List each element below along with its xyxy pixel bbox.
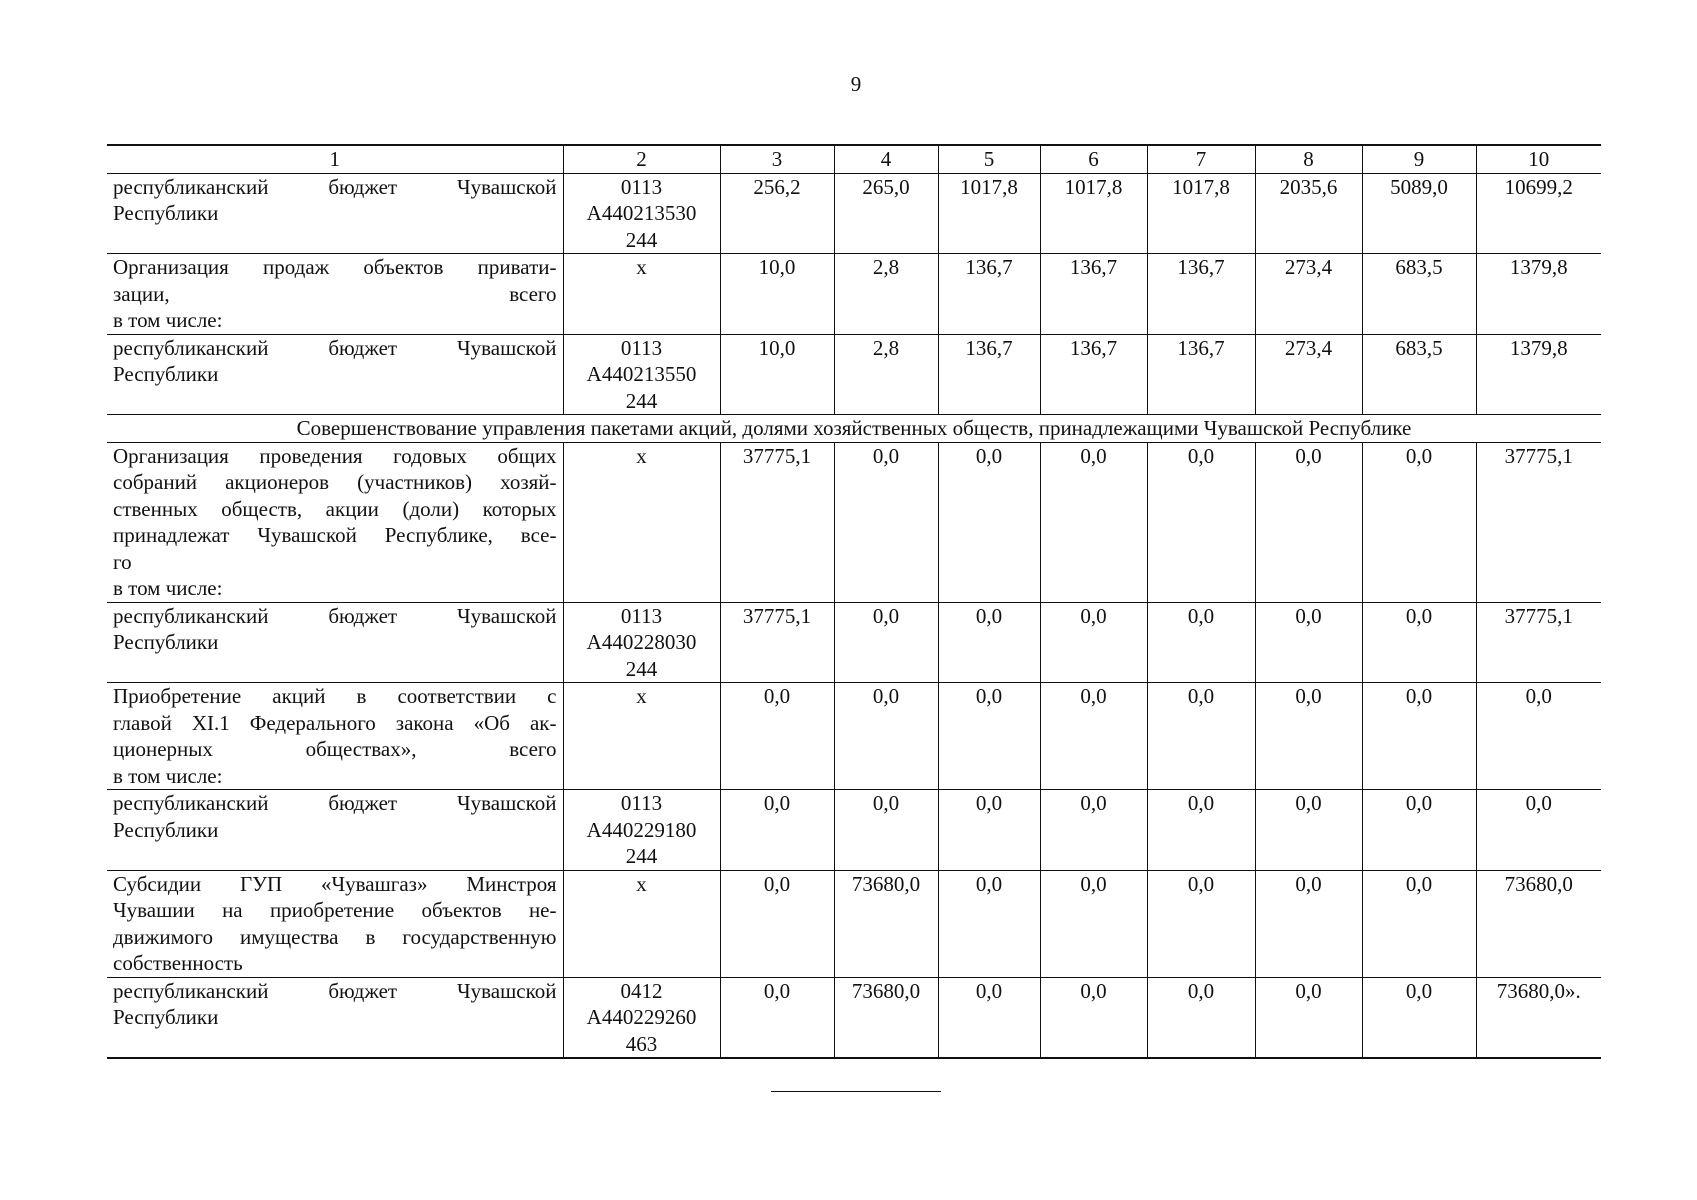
value-cell: 0,0 xyxy=(1147,683,1255,790)
value-cell: 0,0 xyxy=(1040,602,1147,683)
value-cell: 0,0 xyxy=(1362,977,1476,1058)
table-row xyxy=(107,254,1601,335)
table-row xyxy=(107,173,1601,254)
value-cell: 0,0 xyxy=(1255,442,1362,602)
row-label xyxy=(107,683,563,790)
row-label-line: республиканский бюджет Чувашской xyxy=(113,978,557,1003)
value-cell: 10699,2 xyxy=(1476,173,1601,254)
budget-code-line: 244 xyxy=(625,844,658,868)
row-label-line: Приобретение акций в соответствии с xyxy=(113,684,557,708)
budget-code-line: А440229260 xyxy=(586,1005,697,1029)
table-row xyxy=(107,790,1601,871)
value-cell: 37775,1 xyxy=(1476,442,1601,602)
row-label-line: Организация проведения годовых общих xyxy=(113,443,557,468)
value-cell: 0,0 xyxy=(1362,790,1476,871)
value-cell: 0,0 xyxy=(720,977,834,1058)
row-label-line: в том числе: xyxy=(113,576,223,600)
budget-code xyxy=(563,602,720,683)
budget-code-line: x xyxy=(636,443,647,468)
row-label-line: Республики xyxy=(113,362,219,386)
value-cell: 0,0 xyxy=(1147,442,1255,602)
budget-code-line: 0113 xyxy=(620,174,663,199)
value-cell: 136,7 xyxy=(1040,254,1147,335)
budget-code xyxy=(563,870,720,977)
budget-code xyxy=(563,173,720,254)
value-cell: 0,0 xyxy=(1476,790,1601,871)
value-cell: 73680,0 xyxy=(1476,870,1601,977)
budget-code-line: 0113 xyxy=(620,335,663,360)
row-label-line: го xyxy=(113,549,132,574)
page-number: 9 xyxy=(850,72,862,96)
value-cell: 0,0 xyxy=(1040,870,1147,977)
table-row xyxy=(107,870,1601,977)
value-cell: 0,0 xyxy=(938,602,1040,683)
row-label-line: движимого имущества в государственную xyxy=(113,924,557,949)
budget-code-line: 0113 xyxy=(620,603,663,628)
value-cell: 273,4 xyxy=(1255,254,1362,335)
budget-code-line: А440228030 xyxy=(586,630,697,654)
value-cell: 0,0 xyxy=(1362,870,1476,977)
row-label-line: главой XI.1 Федерального закона «Об ак- xyxy=(113,710,557,735)
budget-code xyxy=(563,683,720,790)
value-cell: 73680,0 xyxy=(834,870,938,977)
budget-code-line: А440213530 xyxy=(586,201,697,225)
value-cell: 73680,0 xyxy=(834,977,938,1058)
column-header: 2 xyxy=(563,145,720,173)
row-label-line: принадлежат Чувашской Республике, все- xyxy=(113,523,557,547)
row-label xyxy=(107,254,563,335)
row-label xyxy=(107,334,563,415)
value-cell: 683,5 xyxy=(1362,254,1476,335)
row-label xyxy=(107,790,563,871)
budget-code xyxy=(563,254,720,335)
value-cell: 265,0 xyxy=(834,173,938,254)
column-header: 1 xyxy=(107,145,563,173)
value-cell: 0,0 xyxy=(834,442,938,602)
value-cell: 0,0 xyxy=(834,790,938,871)
column-number-row xyxy=(107,145,1601,173)
table-row xyxy=(107,334,1601,415)
column-header: 8 xyxy=(1255,145,1362,173)
value-cell: 2035,6 xyxy=(1255,173,1362,254)
row-label-line: республиканский бюджет Чувашской xyxy=(113,791,557,815)
budget-code-line: 244 xyxy=(625,227,658,252)
row-label-line: республиканский бюджет Чувашской xyxy=(113,603,557,628)
row-label-line: зации, всего xyxy=(113,281,557,306)
row-label-line: республиканский бюджет Чувашской xyxy=(113,174,557,199)
value-cell: 5089,0 xyxy=(1362,173,1476,254)
budget-code-line: x xyxy=(636,684,647,708)
row-label xyxy=(107,977,563,1058)
value-cell: 0,0 xyxy=(1147,790,1255,871)
value-cell: 0,0 xyxy=(834,683,938,790)
value-cell: 2,8 xyxy=(834,334,938,415)
row-label-line: республиканский бюджет Чувашской xyxy=(113,335,557,360)
value-cell: 1017,8 xyxy=(938,173,1040,254)
value-cell: 0,0 xyxy=(1255,977,1362,1058)
end-divider-line xyxy=(771,1091,941,1092)
budget-code xyxy=(563,790,720,871)
value-cell: 0,0 xyxy=(1255,790,1362,871)
value-cell: 136,7 xyxy=(938,254,1040,335)
column-header: 6 xyxy=(1040,145,1147,173)
value-cell: 683,5 xyxy=(1362,334,1476,415)
value-cell: 0,0 xyxy=(720,790,834,871)
row-label-line: Республики xyxy=(113,630,219,654)
value-cell: 0,0 xyxy=(834,602,938,683)
value-cell: 0,0 xyxy=(938,870,1040,977)
value-cell: 136,7 xyxy=(1040,334,1147,415)
column-header: 3 xyxy=(720,145,834,173)
row-label xyxy=(107,173,563,254)
budget-code-line: x xyxy=(636,871,647,896)
budget-code-line: 463 xyxy=(625,1031,658,1056)
value-cell: 10,0 xyxy=(720,334,834,415)
row-label-line: Субсидии ГУП «Чувашгаз» Минстроя xyxy=(113,871,557,896)
budget-code-line: 244 xyxy=(625,388,658,413)
column-header: 9 xyxy=(1362,145,1476,173)
value-cell: 0,0 xyxy=(1040,790,1147,871)
budget-code-line: 244 xyxy=(625,656,658,681)
budget-code-line: 0113 xyxy=(620,791,663,815)
value-cell: 2,8 xyxy=(834,254,938,335)
column-header: 10 xyxy=(1476,145,1601,173)
budget-code xyxy=(563,442,720,602)
section-title: Совершенствование управления пакетами акций, долями хозяйственных обществ, принадлежащими Чувашской Республике xyxy=(107,415,1601,443)
table-body xyxy=(107,145,1601,1058)
table-row xyxy=(107,683,1601,790)
row-label-line: Республики xyxy=(113,817,219,842)
value-cell: 0,0 xyxy=(1040,442,1147,602)
column-header: 4 xyxy=(834,145,938,173)
budget-code-line: А440213550 xyxy=(586,362,697,386)
value-cell: 1379,8 xyxy=(1476,254,1601,335)
value-cell: 0,0 xyxy=(1040,683,1147,790)
value-cell: 0,0 xyxy=(1476,683,1601,790)
value-cell: 0,0 xyxy=(938,790,1040,871)
row-label-line: Республики xyxy=(113,201,219,225)
row-label xyxy=(107,870,563,977)
value-cell: 0,0 xyxy=(1040,977,1147,1058)
column-header: 7 xyxy=(1147,145,1255,173)
section-row xyxy=(107,415,1601,443)
table-row xyxy=(107,442,1601,602)
value-cell: 0,0 xyxy=(1362,683,1476,790)
row-label-line: Республики xyxy=(113,1005,219,1029)
value-cell: 0,0 xyxy=(938,683,1040,790)
row-label xyxy=(107,442,563,602)
value-cell: 136,7 xyxy=(938,334,1040,415)
value-cell: 0,0 xyxy=(938,442,1040,602)
value-cell: 0,0 xyxy=(1255,602,1362,683)
value-cell: 0,0 xyxy=(1147,870,1255,977)
row-label-line: ственных обществ, акции (доли) которых xyxy=(113,496,557,521)
value-cell: 10,0 xyxy=(720,254,834,335)
value-cell: 0,0 xyxy=(720,870,834,977)
table-row xyxy=(107,602,1601,683)
row-label xyxy=(107,602,563,683)
value-cell: 1017,8 xyxy=(1040,173,1147,254)
value-cell: 0,0 xyxy=(1255,683,1362,790)
value-cell: 73680,0». xyxy=(1476,977,1601,1058)
row-label-line: Чувашии на приобретение объектов не- xyxy=(113,898,557,922)
value-cell: 0,0 xyxy=(1147,602,1255,683)
value-cell: 273,4 xyxy=(1255,334,1362,415)
budget-code-line: А440229180 xyxy=(586,817,697,842)
value-cell: 0,0 xyxy=(938,977,1040,1058)
value-cell: 37775,1 xyxy=(720,442,834,602)
budget-code xyxy=(563,334,720,415)
value-cell: 0,0 xyxy=(720,683,834,790)
value-cell: 0,0 xyxy=(1147,977,1255,1058)
value-cell: 136,7 xyxy=(1147,334,1255,415)
value-cell: 0,0 xyxy=(1362,442,1476,602)
value-cell: 1017,8 xyxy=(1147,173,1255,254)
value-cell: 136,7 xyxy=(1147,254,1255,335)
budget-code-line: 0412 xyxy=(620,978,663,1003)
value-cell: 0,0 xyxy=(1362,602,1476,683)
row-label-line: ционерных обществах», всего xyxy=(113,737,557,761)
table-row xyxy=(107,977,1601,1058)
value-cell: 37775,1 xyxy=(720,602,834,683)
row-label-line: в том числе: xyxy=(113,763,223,788)
row-label-line: в том числе: xyxy=(113,308,223,332)
value-cell: 1379,8 xyxy=(1476,334,1601,415)
row-label-line: собственность xyxy=(113,951,243,975)
row-label-line: собраний акционеров (участников) хозяй- xyxy=(113,470,557,494)
budget-code xyxy=(563,977,720,1058)
row-label-line: Организация продаж объектов привати- xyxy=(113,255,557,279)
value-cell: 37775,1 xyxy=(1476,602,1601,683)
value-cell: 0,0 xyxy=(1255,870,1362,977)
budget-table xyxy=(107,144,1601,1059)
budget-code-line: x xyxy=(636,255,647,279)
value-cell: 256,2 xyxy=(720,173,834,254)
column-header: 5 xyxy=(938,145,1040,173)
